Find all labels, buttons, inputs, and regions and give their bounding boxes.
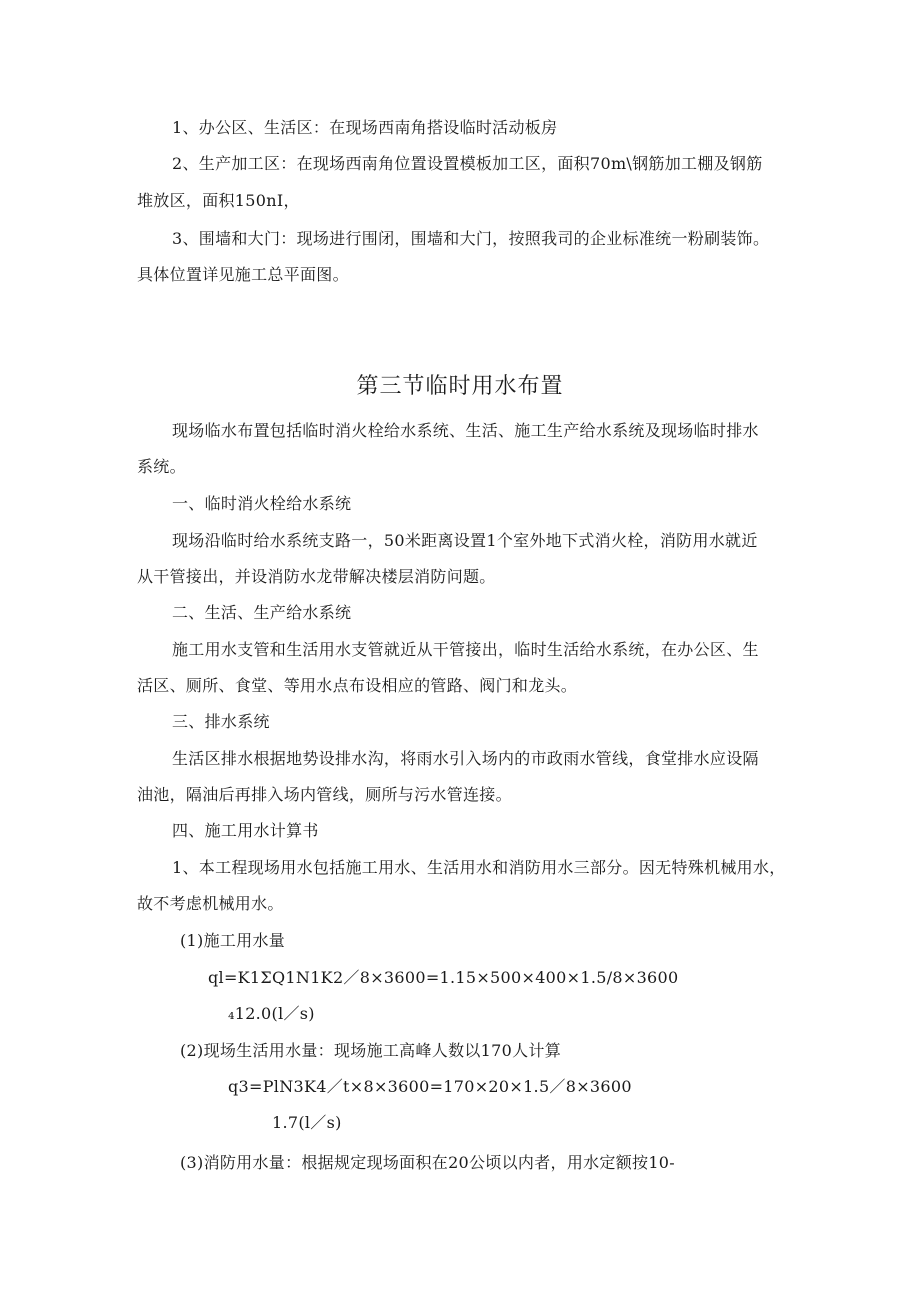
calc-living-title: (2)现场生活用水量：现场施工高峰人数以170人计算	[180, 1041, 562, 1060]
calc-living-result: 1.7(l／s)	[272, 1113, 342, 1132]
heading-calculation: 四、施工用水计算书	[172, 821, 319, 840]
water-supply-line1: 施工用水支管和生活用水支管就近从干管接出，临时生活给水系统，在办公区、生	[172, 640, 759, 659]
paragraph-wall-gate-line2: 具体位置详见施工总平面图。	[137, 265, 349, 284]
heading-drainage: 三、排水系统	[172, 712, 270, 731]
heading-fire-hydrant: 一、临时消火栓给水系统	[172, 494, 352, 513]
intro-line1: 现场临水布置包括临时消火栓给水系统、生活、施工生产给水系统及现场临时排水	[172, 421, 759, 440]
intro-line2: 系统。	[137, 457, 186, 476]
heading-water-supply: 二、生活、生产给水系统	[172, 603, 352, 622]
paragraph-office-area: 1、办公区、生活区：在现场西南角搭设临时活动板房	[172, 118, 558, 137]
paragraph-production-area-line2: 堆放区，面积150nI，	[137, 191, 300, 210]
calculation-intro-line2: 故不考虑机械用水。	[137, 894, 284, 913]
drainage-line1: 生活区排水根据地势设排水沟，将雨水引入场内的市政雨水管线，食堂排水应设隔	[172, 749, 759, 768]
paragraph-wall-gate-line1: 3、围墙和大门：现场进行围闭，围墙和大门，按照我司的企业标准统一粉刷装饰。	[172, 229, 770, 248]
fire-hydrant-line1: 现场沿临时给水系统支路一，50米距离设置1个室外地下式消火栓，消防用水就近	[172, 531, 758, 550]
calc-construction-formula: ql=K1ΣQ1N1K2／8×3600=1.15×500×400×1.5/8×3600	[208, 968, 679, 987]
calc-living-formula: q3=PlN3K4／t×8×3600=170×20×1.5／8×3600	[228, 1077, 632, 1096]
water-supply-line2: 活区、厕所、食堂、等用水点布设相应的管路、阀门和龙头。	[137, 676, 578, 695]
drainage-line2: 油池，隔油后再排入场内管线，厕所与污水管连接。	[137, 785, 512, 804]
fire-hydrant-line2: 从干管接出，并设消防水龙带解决楼层消防问题。	[137, 567, 496, 586]
calculation-intro-line1: 1、本工程现场用水包括施工用水、生活用水和消防用水三部分。因无特殊机械用水，	[172, 858, 786, 877]
calc-construction-title: (1)施工用水量	[180, 931, 286, 950]
calc-fire-title: (3)消防用水量：根据规定现场面积在20公顷以内者，用水定额按10-	[180, 1153, 675, 1172]
calc-construction-result: ₄12.0(l／s)	[228, 1004, 315, 1023]
paragraph-production-area-line1: 2、生产加工区：在现场西南角位置设置模板加工区，面积70m\钢筋加工棚及钢筋	[172, 154, 763, 173]
section-title: 第三节临时用水布置	[356, 374, 564, 399]
